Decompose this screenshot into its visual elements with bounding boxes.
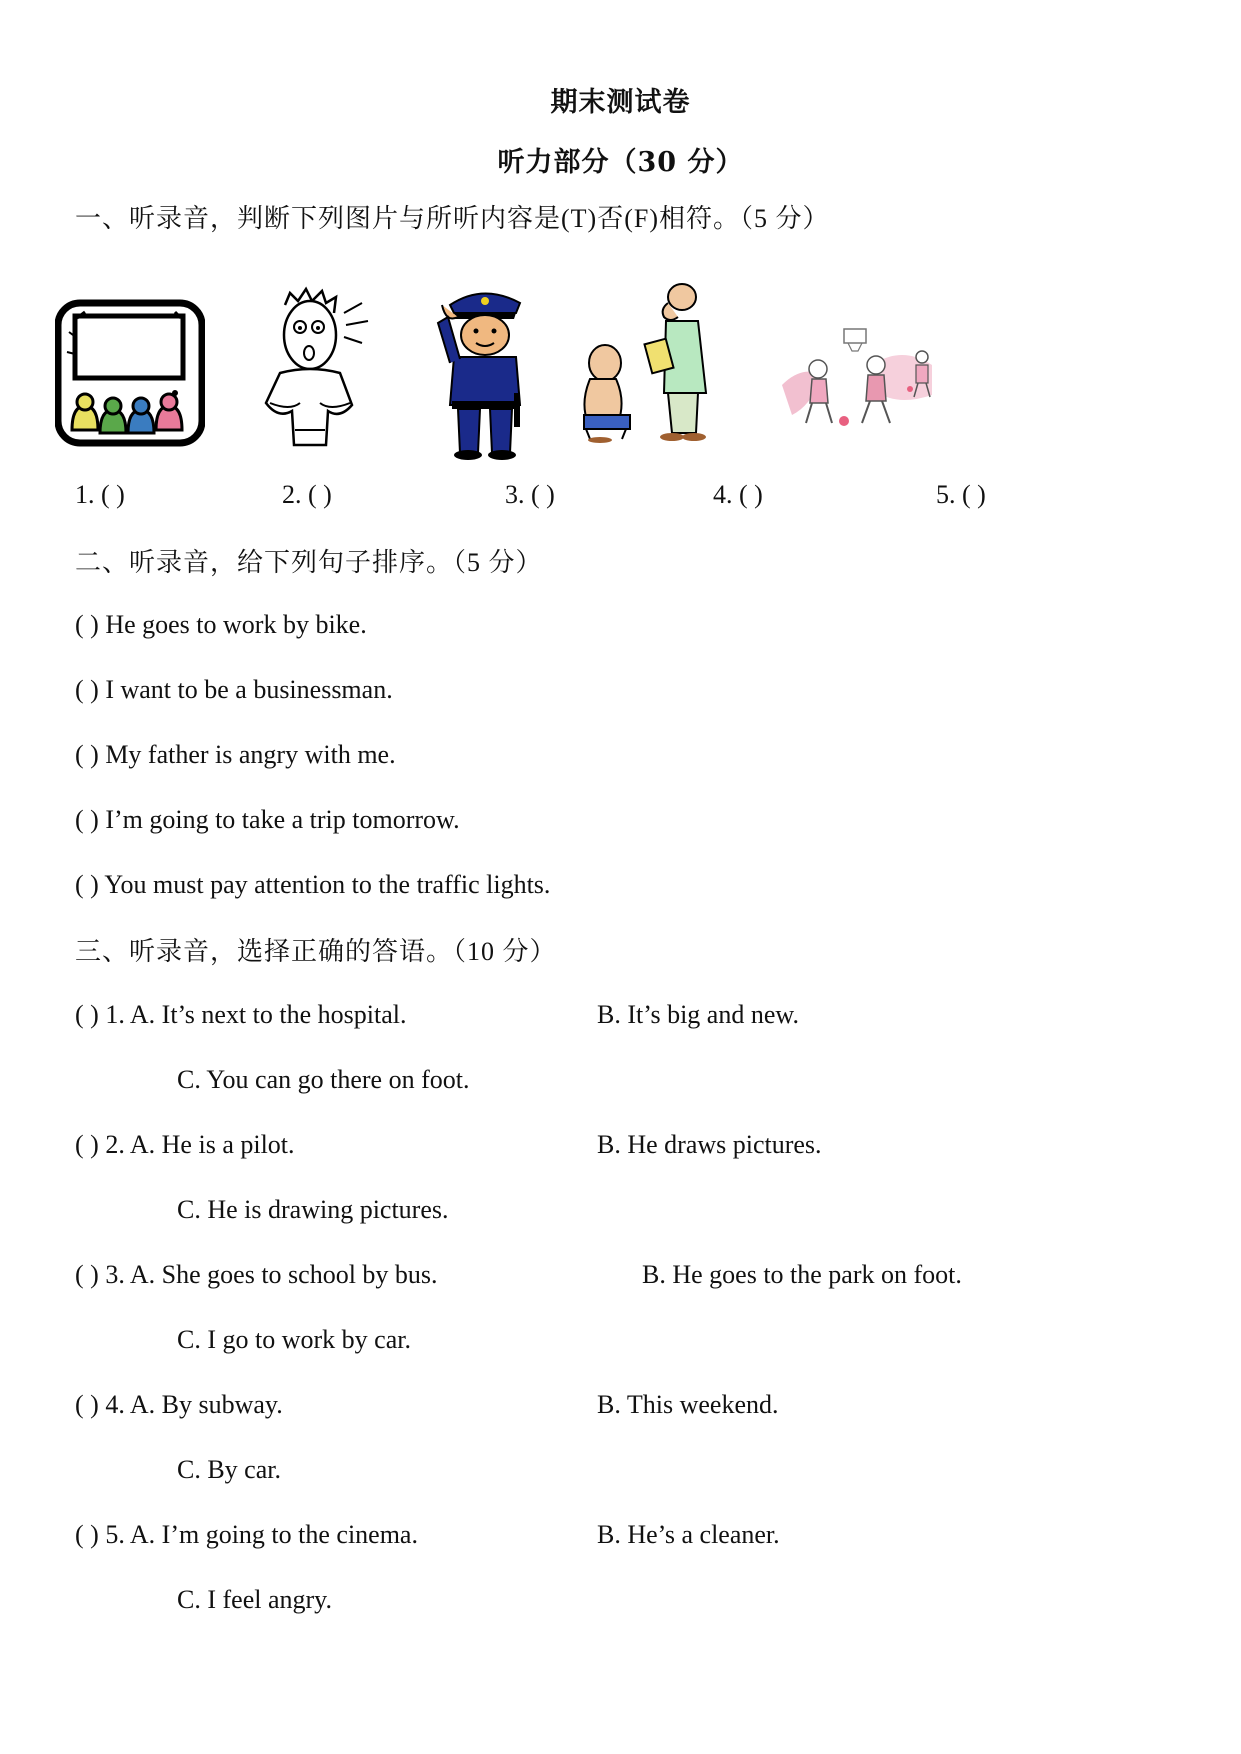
picture-label-4: 4. ( ) bbox=[713, 480, 763, 509]
question-1-option-c: C. You can go there on foot. bbox=[177, 1065, 470, 1094]
ordering-item: ( ) I’m going to take a trip tomorrow. bbox=[75, 805, 460, 834]
ordering-item: ( ) I want to be a businessman. bbox=[75, 675, 393, 704]
ordering-item: ( ) My father is angry with me. bbox=[75, 740, 396, 769]
page-title: 期末测试卷 bbox=[550, 87, 691, 118]
question-4-option-b: B. This weekend. bbox=[597, 1390, 779, 1419]
question-3-option-b: B. He goes to the park on foot. bbox=[642, 1260, 962, 1289]
question-3-option-a: ( ) 3. A. She goes to school by bus. bbox=[75, 1260, 438, 1289]
question-5-option-a: ( ) 5. A. I’m going to the cinema. bbox=[75, 1520, 418, 1549]
basketball-kids-icon bbox=[782, 325, 942, 435]
cinema-icon bbox=[55, 298, 205, 448]
picture-label-3: 3. ( ) bbox=[505, 480, 555, 509]
picture-label-5: 5. ( ) bbox=[936, 480, 986, 509]
surprised-man-icon bbox=[240, 285, 385, 455]
section3-heading: 三、听录音，选择正确的答语。（10 分） bbox=[75, 937, 557, 966]
question-1-option-a: ( ) 1. A. It’s next to the hospital. bbox=[75, 1000, 407, 1029]
question-2-option-b: B. He draws pictures. bbox=[597, 1130, 822, 1159]
doctor-patient-icon bbox=[570, 283, 720, 443]
question-4-option-c: C. By car. bbox=[177, 1455, 281, 1484]
section2-heading: 二、听录音，给下列句子排序。（5 分） bbox=[75, 548, 543, 577]
picture-label-2: 2. ( ) bbox=[282, 480, 332, 509]
question-4-option-a: ( ) 4. A. By subway. bbox=[75, 1390, 283, 1419]
question-1-option-b: B. It’s big and new. bbox=[597, 1000, 799, 1029]
question-2-option-a: ( ) 2. A. He is a pilot. bbox=[75, 1130, 295, 1159]
picture-label-1: 1. ( ) bbox=[75, 480, 125, 509]
ordering-item: ( ) He goes to work by bike. bbox=[75, 610, 367, 639]
section1-heading: 一、听录音，判断下列图片与所听内容是(T)否(F)相符。（5 分） bbox=[75, 204, 830, 233]
question-5-option-b: B. He’s a cleaner. bbox=[597, 1520, 780, 1549]
page-subtitle: 听力部分（30 分） bbox=[497, 147, 744, 178]
question-3-option-c: C. I go to work by car. bbox=[177, 1325, 411, 1354]
police-officer-icon bbox=[428, 283, 538, 461]
ordering-item: ( ) You must pay attention to the traffic lights. bbox=[75, 870, 551, 899]
question-5-option-c: C. I feel angry. bbox=[177, 1585, 332, 1614]
question-2-option-c: C. He is drawing pictures. bbox=[177, 1195, 449, 1224]
